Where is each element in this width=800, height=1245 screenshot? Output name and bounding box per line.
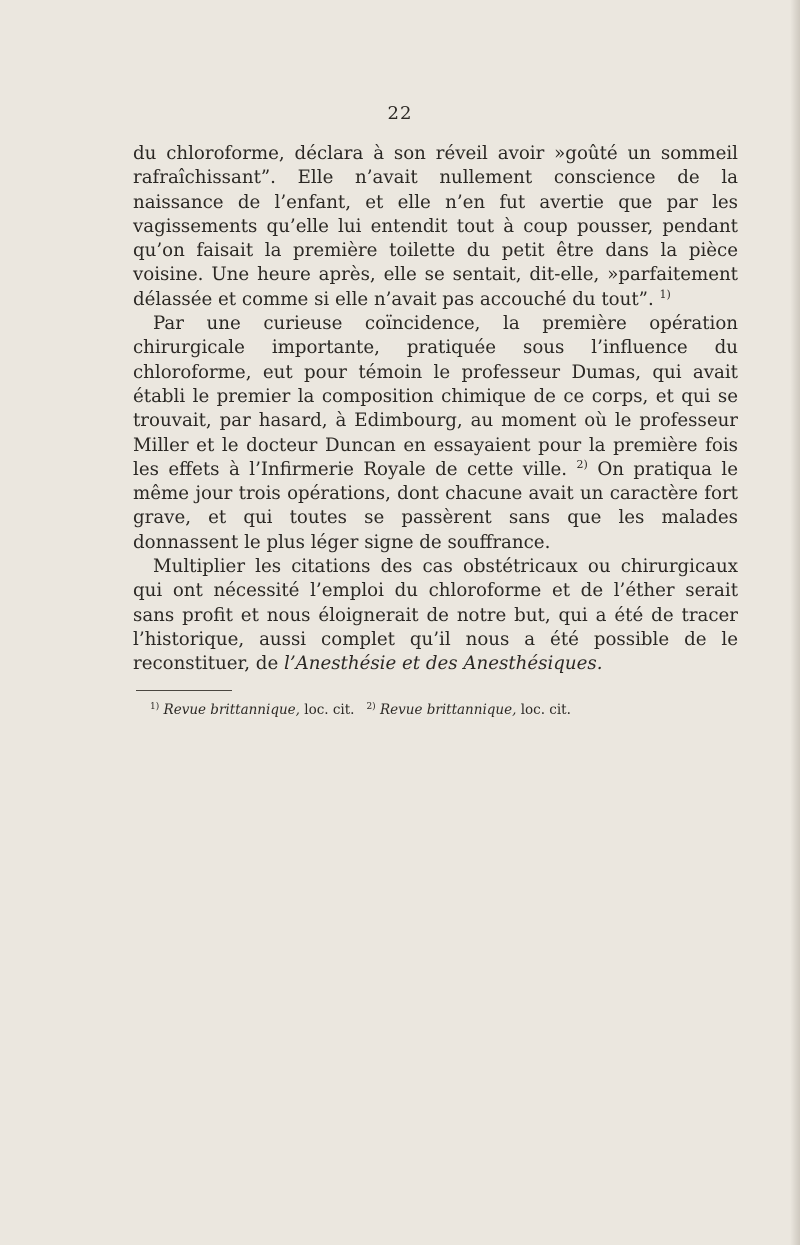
footnotes: [150, 701, 710, 719]
paragraph-2-text: Par une curieuse coïncidence, la première opération chirurgicale importante, pratiquée sous l’influence du chloroforme, eut pour témoin le professeur Dumas, qui avait établi le premier la composition chimique de ce corps, et qui se trouvait, par hasard, à Edimbourg, au moment où le professeur Miller et le docteur Duncan en essayaient pour la première fois les effets à l’Infirmerie Royale de cette ville.: [133, 313, 738, 480]
footnote-2-title: Revue brittannique,: [379, 702, 517, 718]
footnote-2-marker: 2): [366, 702, 376, 712]
footnote-1-marker: 1): [150, 702, 160, 712]
footnote-2: [366, 702, 570, 718]
paragraph-3-italic-title: l’Anesthésie et des Anesthésiques.: [284, 653, 603, 675]
footnote-1-title: Revue brittannique,: [163, 702, 300, 718]
page-edge-shadow: [790, 0, 800, 1245]
paragraph-2: [133, 312, 738, 555]
page-number: 22: [387, 103, 413, 124]
paragraph-1: [133, 142, 738, 312]
paragraph-3-text: Multiplier les citations des cas obstétricaux ou chirurgicaux qui ont nécessité l’emploi du chloroforme et de l’éther serait sans profit et nous éloignerait de notre but, qui a été de tracer l’historique, aussi complet qu’il nous a été possible de le reconstituer, de: [133, 556, 738, 675]
body-text: [133, 142, 738, 677]
footnote-ref-2: 2): [576, 457, 588, 471]
footnote-1-ref: loc. cit.: [304, 702, 355, 718]
paragraph-3: [133, 555, 738, 676]
footnote-divider: [136, 690, 232, 691]
paragraph-2-text-after: On pratiqua le même jour trois opérations, dont chacune avait un caractère fort grave, et qui toutes se passèrent sans que les malades donnassent le plus léger signe de souffrance.: [133, 458, 738, 553]
footnote-1: [150, 702, 354, 718]
paragraph-1-text: du chloroforme, déclara à son réveil avoir »goûté un sommeil rafraîchissant”. Elle n’avait nullement conscience de la naissance de l’enfant, et elle n’en fut avertie que par les vagissements qu’elle lui entendit tout à coup pousser, pendant qu’on faisait la première toilette du petit être dans la pièce voisine. Une heure après, elle se sentait, dit-elle, »parfaitement délassée et comme si elle n’avait pas accouché du tout”.: [133, 143, 738, 310]
footnote-ref-1: 1): [659, 287, 671, 301]
footnote-2-ref: loc. cit.: [520, 702, 571, 718]
